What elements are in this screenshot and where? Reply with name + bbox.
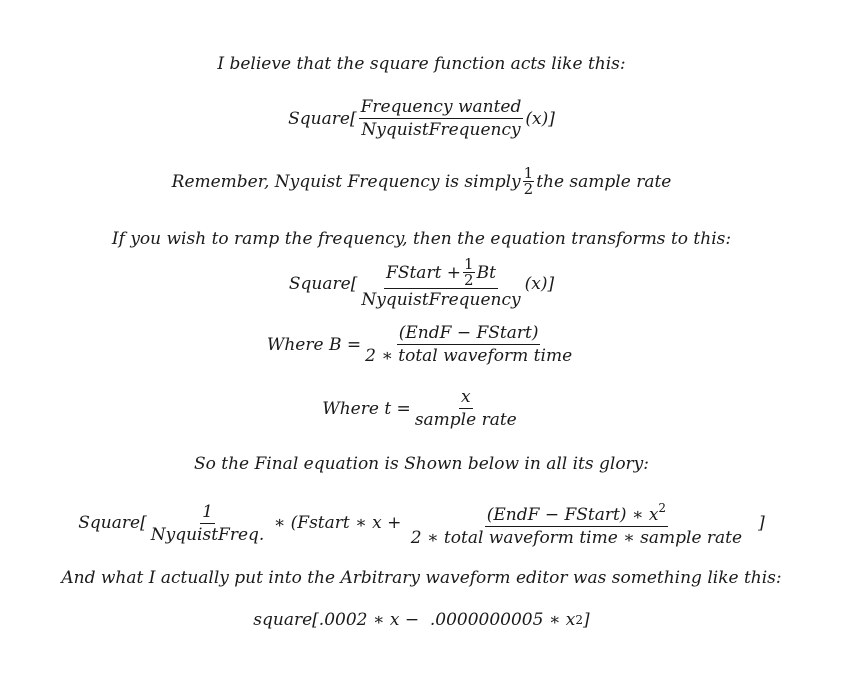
where-t-label: Where t = [322, 398, 411, 419]
one-half-denominator: 2 [523, 180, 534, 198]
nyquist-frequency-denominator: NyquistFrequency [361, 120, 521, 140]
remember-prefix: Remember, Nyquist Frequency is simply [171, 171, 521, 192]
final-nyquist-fraction [149, 501, 267, 546]
final-intro-text [0, 454, 843, 474]
final-one-numerator: 1 [202, 501, 213, 522]
square-label-ramp: Square[ [288, 274, 358, 294]
equation-final [0, 497, 843, 549]
equation-ramp [0, 257, 843, 311]
final-intro-sentence: So the Final equation is Shown below in all its glory: [193, 454, 650, 474]
ramp-numerator [384, 257, 498, 289]
t-fraction [413, 386, 519, 431]
ramp-fraction [359, 257, 522, 311]
intro-sentence: I believe that the square function acts like this: [217, 54, 626, 74]
half-fraction [463, 257, 475, 288]
final-close-bracket: ] [758, 513, 765, 533]
b-numerator: (EndF − FStart) [398, 323, 539, 343]
square-label: Square[ [288, 108, 357, 129]
ramp-intro-text [0, 229, 843, 249]
frequency-wanted: Frequency wanted [360, 97, 522, 117]
equation-editor [0, 610, 843, 630]
intro-text [0, 54, 843, 74]
editor-intro-sentence: And what I actually put into the Arbitrary waveform editor was something like this: [61, 568, 782, 588]
bt-term: Bt [476, 262, 496, 283]
one-half-numerator: 1 [523, 164, 534, 182]
final-chirp-numerator [485, 497, 668, 527]
x-close-paren-ramp: (x)] [524, 274, 555, 294]
final-chirp-numerator-text: (EndF − FStart) ∗ x [486, 505, 659, 525]
equation-where-t [0, 386, 843, 431]
final-chirp-denominator: 2 ∗ total waveform time ∗ sample rate [410, 528, 743, 548]
editor-equation: square[.0002 ∗ x − .0000000005 ∗ x [253, 610, 576, 630]
t-numerator: x [460, 387, 471, 407]
x-close-paren: (x)] [525, 108, 555, 129]
final-square-label: Square[ [78, 513, 147, 533]
final-nyquist-denominator: NyquistFreq. [150, 524, 265, 545]
remember-line [0, 166, 843, 197]
b-denominator: 2 ∗ total waveform time [365, 346, 573, 366]
editor-exponent: 2 [575, 613, 584, 627]
remember-suffix: the sample rate [536, 171, 672, 192]
where-b-label: Where B = [266, 334, 362, 355]
half-denominator: 2 [464, 271, 474, 289]
basic-fraction [359, 96, 524, 141]
equation-where-b [0, 322, 843, 367]
fstart-plus: FStart + [386, 262, 462, 283]
ramp-intro-sentence: If you wish to ramp the frequency, then the equation transforms to this: [111, 229, 732, 249]
t-denominator: sample rate [414, 410, 517, 430]
one-half-fraction [523, 166, 535, 197]
b-fraction [363, 322, 574, 367]
ramp-denominator: NyquistFrequency [361, 290, 521, 310]
final-chirp-exponent: 2 [658, 501, 667, 515]
half-numerator: 1 [464, 255, 474, 273]
final-middle-term: ∗ (Fstart ∗ x + [268, 513, 407, 533]
final-chirp-fraction [409, 497, 744, 549]
editor-close-bracket: ] [583, 610, 590, 630]
equation-basic [0, 96, 843, 141]
editor-intro-text [0, 568, 843, 588]
